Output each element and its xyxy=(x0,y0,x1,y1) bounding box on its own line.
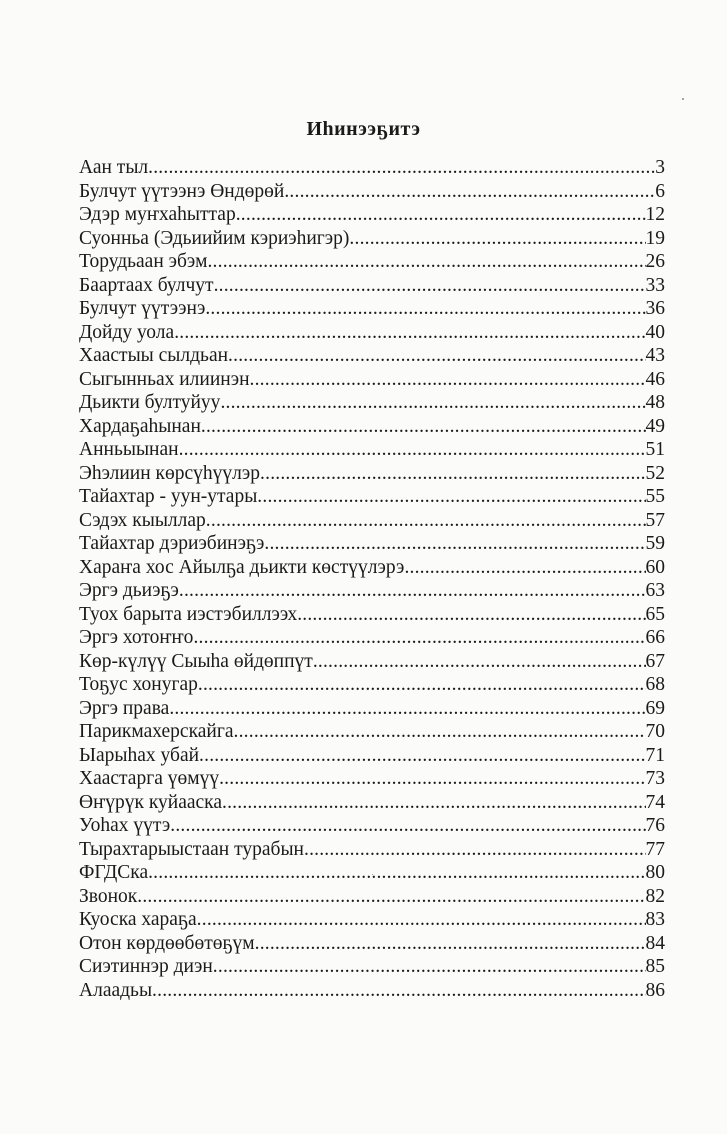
toc-entry-title: Суонньа (Эдьиийим кэриэһигэр) xyxy=(79,227,350,249)
toc-entry-title: Алаадьы xyxy=(79,979,153,1001)
toc-entry xyxy=(79,415,665,439)
toc-entry-page-number: 59 xyxy=(645,533,665,554)
toc-entry-page-number: 82 xyxy=(645,885,665,907)
toc-entry-page-number: 74 xyxy=(645,791,665,813)
toc-entry xyxy=(79,180,665,204)
toc-entry-page-number: 46 xyxy=(645,368,665,390)
toc-entry-title: Көр-күлүү Сыыһа өйдөппүт xyxy=(79,650,313,672)
toc-entry-title: Хаастыы сылдьан xyxy=(79,345,229,366)
toc-entry xyxy=(79,203,665,227)
toc-entry-page-number: 26 xyxy=(645,251,665,272)
toc-entry-page-number: 19 xyxy=(645,227,665,249)
toc-entry xyxy=(79,227,665,251)
toc-entry-page-number: 49 xyxy=(645,415,665,437)
toc-entry xyxy=(79,767,665,791)
toc-entry xyxy=(79,626,665,650)
toc-entry xyxy=(79,814,665,838)
toc-entry xyxy=(79,462,665,486)
toc-entry-title: Ыарыһах убай xyxy=(79,744,200,766)
toc-entry-title: Парикмахерскайга xyxy=(79,721,234,742)
toc-dot-leader xyxy=(174,321,645,345)
toc-entry-page-number: 60 xyxy=(645,556,665,578)
toc-dot-leader xyxy=(220,391,645,415)
toc-dot-leader xyxy=(304,838,646,862)
toc-entry-page-number: 63 xyxy=(645,580,665,601)
scan-speck xyxy=(682,98,684,100)
toc-entry xyxy=(79,532,665,556)
toc-dot-leader xyxy=(284,180,655,204)
toc-dot-leader xyxy=(228,344,645,368)
toc-dot-leader xyxy=(207,250,645,274)
toc-entry-title: Тайахтар дэриэбинэҕэ xyxy=(79,533,265,554)
toc-entry-title: Уоһах үүтэ xyxy=(79,815,171,836)
toc-entry-page-number: 33 xyxy=(645,274,665,296)
toc-entry xyxy=(79,861,665,885)
toc-dot-leader xyxy=(137,885,645,909)
toc-entry-title: Аан тыл xyxy=(79,157,149,178)
toc-entry-page-number: 69 xyxy=(645,697,665,719)
toc-entry-page-number: 57 xyxy=(645,509,665,531)
toc-entry xyxy=(79,556,665,580)
toc-dot-leader xyxy=(206,509,646,533)
toc-entry xyxy=(79,720,665,744)
toc-entry-page-number: 76 xyxy=(645,815,665,836)
toc-dot-leader xyxy=(198,673,646,697)
toc-dot-leader xyxy=(222,791,645,815)
toc-dot-leader xyxy=(264,532,645,556)
toc-entry xyxy=(79,344,665,368)
toc-dot-leader xyxy=(234,720,646,744)
toc-entry-page-number: 3 xyxy=(655,157,665,178)
toc-entry-title: Эдэр муҥхаһыттар xyxy=(79,204,236,225)
toc-dot-leader xyxy=(250,368,646,392)
toc-dot-leader xyxy=(193,626,645,650)
toc-entry xyxy=(79,885,665,909)
toc-entry-page-number: 70 xyxy=(645,721,665,742)
toc-entry-title: Эргэ права xyxy=(79,697,170,719)
toc-dot-leader xyxy=(152,979,645,1003)
toc-entry xyxy=(79,955,665,979)
toc-entry-page-number: 68 xyxy=(645,674,665,695)
toc-entry-title: Эргэ хотоҥҥо xyxy=(79,627,194,648)
toc-entry-title: Өҥүрүк куйааска xyxy=(79,791,223,813)
toc-entry-title: Булчут үүтээнэ Өндөрөй xyxy=(79,180,285,202)
toc-dot-leader xyxy=(214,274,646,298)
toc-entry-title: Сиэтиннэр диэн xyxy=(79,956,213,977)
toc-entry-page-number: 6 xyxy=(655,180,665,202)
toc-entry xyxy=(79,391,665,415)
toc-entry xyxy=(79,603,665,627)
toc-entry xyxy=(79,673,665,697)
toc-dot-leader xyxy=(205,297,645,321)
toc-dot-leader xyxy=(148,861,645,885)
toc-entry-page-number: 77 xyxy=(645,838,665,860)
toc-entry xyxy=(79,697,665,721)
toc-entry-title: Туох барыта иэстэбиллээх xyxy=(79,603,298,625)
toc-dot-leader xyxy=(201,415,646,439)
toc-dot-leader xyxy=(236,203,646,227)
toc-entry-title: Эһэлиин көрсүһүүлэр xyxy=(79,462,261,484)
toc-entry-title: ФГДСка xyxy=(79,862,149,883)
toc-entry-page-number: 84 xyxy=(645,932,665,954)
toc-dot-leader xyxy=(349,227,645,251)
toc-entry xyxy=(79,908,665,932)
toc-entry xyxy=(79,368,665,392)
toc-dot-leader xyxy=(179,579,646,603)
toc-entry xyxy=(79,744,665,768)
toc-entry xyxy=(79,579,665,603)
toc-dot-leader xyxy=(170,814,645,838)
toc-entry-page-number: 40 xyxy=(645,321,665,343)
toc-dot-leader xyxy=(219,767,645,791)
toc-entry xyxy=(79,297,665,321)
toc-entry-title: Хараҥа хос Айылҕа дьикти көстүүлэрэ xyxy=(79,556,405,578)
contents-title: Иһинээҕитэ xyxy=(306,118,421,140)
toc-entry-title: Тайахтар - уун-утары xyxy=(79,486,258,507)
toc-entry-page-number: 43 xyxy=(645,345,665,366)
toc-dot-leader xyxy=(404,556,645,580)
toc-entry-page-number: 73 xyxy=(645,768,665,789)
toc-entry-title: Сыгынньах илиинэн xyxy=(79,368,250,390)
toc-entry-page-number: 71 xyxy=(645,744,665,766)
toc-dot-leader xyxy=(179,438,646,462)
toc-entry-page-number: 80 xyxy=(645,862,665,883)
toc-dot-leader xyxy=(148,156,655,180)
toc-dot-leader xyxy=(260,462,645,486)
toc-dot-leader xyxy=(199,744,645,768)
toc-entry-title: Тоҕус хонугар xyxy=(79,674,198,695)
toc-dot-leader xyxy=(197,908,646,932)
toc-entry-page-number: 83 xyxy=(645,909,665,930)
toc-dot-leader xyxy=(257,485,645,509)
toc-entry-page-number: 85 xyxy=(645,956,665,977)
toc-entry-title: Эргэ дьиэҕэ xyxy=(79,580,179,601)
toc-entry-page-number: 12 xyxy=(645,204,665,225)
toc-entry-page-number: 86 xyxy=(645,979,665,1001)
toc-dot-leader xyxy=(255,932,646,956)
toc-entry xyxy=(79,438,665,462)
toc-entry-page-number: 48 xyxy=(645,392,665,413)
toc-dot-leader xyxy=(213,955,646,979)
toc-entry xyxy=(79,274,665,298)
toc-entry-page-number: 55 xyxy=(645,486,665,507)
toc-entry-page-number: 51 xyxy=(645,439,665,460)
toc-entry-title: Баартаах булчут xyxy=(79,274,214,296)
toc-entry xyxy=(79,321,665,345)
toc-entry-title: Хаастарга үөмүү xyxy=(79,768,220,789)
toc-entry-title: Куоска хараҕа xyxy=(79,909,197,930)
toc-entry-page-number: 52 xyxy=(645,462,665,484)
toc-entry-title: Торудьаан эбэм xyxy=(79,251,208,272)
toc-entry-page-number: 67 xyxy=(645,650,665,672)
toc-dot-leader xyxy=(169,697,645,721)
toc-entry-title: Хардаҕаһынан xyxy=(79,415,201,437)
toc-entry-title: Звонок xyxy=(79,885,138,907)
table-of-contents xyxy=(79,156,665,1002)
toc-entry xyxy=(79,791,665,815)
toc-entry-title: Дойду уола xyxy=(79,321,175,343)
toc-entry xyxy=(79,838,665,862)
toc-entry xyxy=(79,485,665,509)
toc-entry-title: Булчут үүтээнэ xyxy=(79,298,206,319)
toc-entry xyxy=(79,250,665,274)
toc-entry-title: Анньыынан xyxy=(79,439,179,460)
toc-dot-leader xyxy=(297,603,645,627)
toc-entry-title: Тырахтарыыстаан турабын xyxy=(79,838,304,860)
toc-entry-page-number: 66 xyxy=(645,627,665,648)
toc-entry xyxy=(79,979,665,1003)
toc-entry xyxy=(79,650,665,674)
toc-dot-leader xyxy=(313,650,646,674)
toc-entry-page-number: 36 xyxy=(645,298,665,319)
toc-entry xyxy=(79,509,665,533)
toc-entry-title: Сэдэх кыыллар xyxy=(79,509,206,531)
toc-entry xyxy=(79,932,665,956)
toc-entry xyxy=(79,156,665,180)
toc-entry-page-number: 65 xyxy=(645,603,665,625)
toc-entry-title: Отон көрдөөбөтөҕүм xyxy=(79,932,255,954)
toc-entry-title: Дьикти бултуйуу xyxy=(79,392,221,413)
